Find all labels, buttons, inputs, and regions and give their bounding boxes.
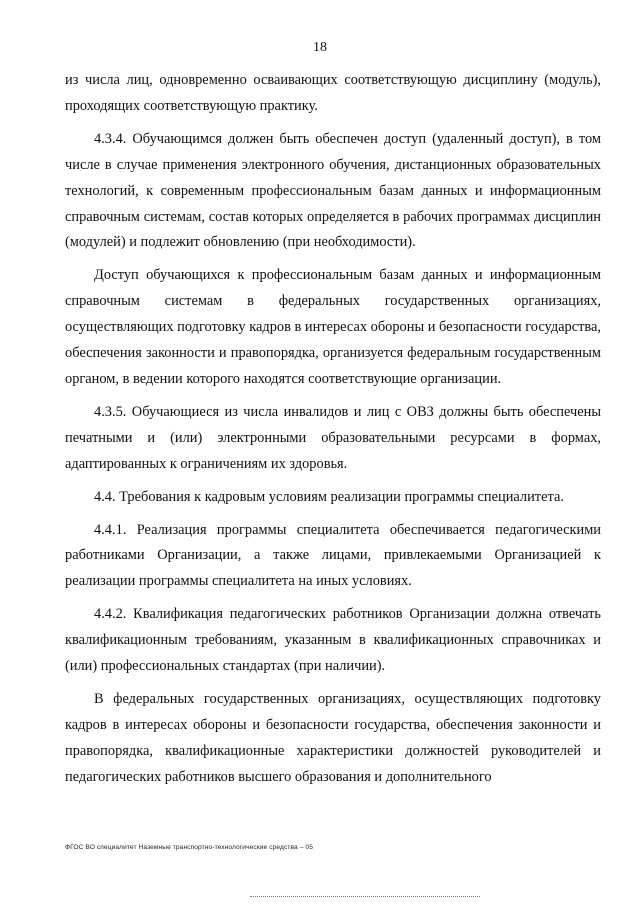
paragraph-4-3-4: 4.3.4. Обучающимся должен быть обеспечен доступ (удаленный доступ), в том числе в случае применения электронного обучения, дистанционных образовательных технологий, к современным профессиональным базам данных и информационным справочным системам, состав которых определяется в рабочих программах дисциплин (модулей) и подлежит обновлению (при необходимости).: [65, 130, 601, 251]
paragraph-federal-organizations: В федеральных государственных организациях, осуществляющих подготовку кадров в интересах обороны и безопасности государства, обеспечения законности и правопорядка, квалификационные характеристики должностей руководителей и педагогических работников высшего образования и дополнительного: [65, 690, 601, 785]
page-number: 18: [313, 40, 327, 55]
paragraph-4-3-5: 4.3.5. Обучающиеся из числа инвалидов и лиц с ОВЗ должны быть обеспечены печатными и (или) электронными образовательными ресурсами в формах, адаптированных к ограничениям их здоровья.: [65, 403, 601, 472]
paragraph-4-4-2: 4.4.2. Квалификация педагогических работников Организации должна отвечать квалификационным требованиям, указанным в квалификационных справочниках и (или) профессиональных стандартах (при наличии).: [65, 606, 601, 675]
document-footer: ФГОС ВО специалитет Наземные транспортно-технологические средства – 05: [65, 844, 313, 851]
paragraph-4-4: 4.4. Требования к кадровым условиям реализации программы специалитета.: [94, 488, 564, 505]
paragraph-access: Доступ обучающихся к профессиональным базам данных и информационным справочным системам в федеральных государственных организациях, осуществляющих подготовку кадров в интересах обороны и безопасности государства, обеспечения законности и правопорядка, организуется федеральным государственным органом, в ведении которого находятся соответствующие организации.: [65, 267, 601, 387]
document-body: [65, 68, 601, 798]
paragraph-4-4-1: 4.4.1. Реализация программы специалитета обеспечивается педагогическими работниками Организации, а также лицами, привлекаемыми Организацией к реализации программы специалитета на иных условиях.: [65, 521, 601, 590]
paragraph-continuation: из числа лиц, одновременно осваивающих соответствующую дисциплину (модуль), проходящих соответствующую практику.: [65, 72, 601, 114]
scan-edge-mark: [250, 896, 480, 897]
